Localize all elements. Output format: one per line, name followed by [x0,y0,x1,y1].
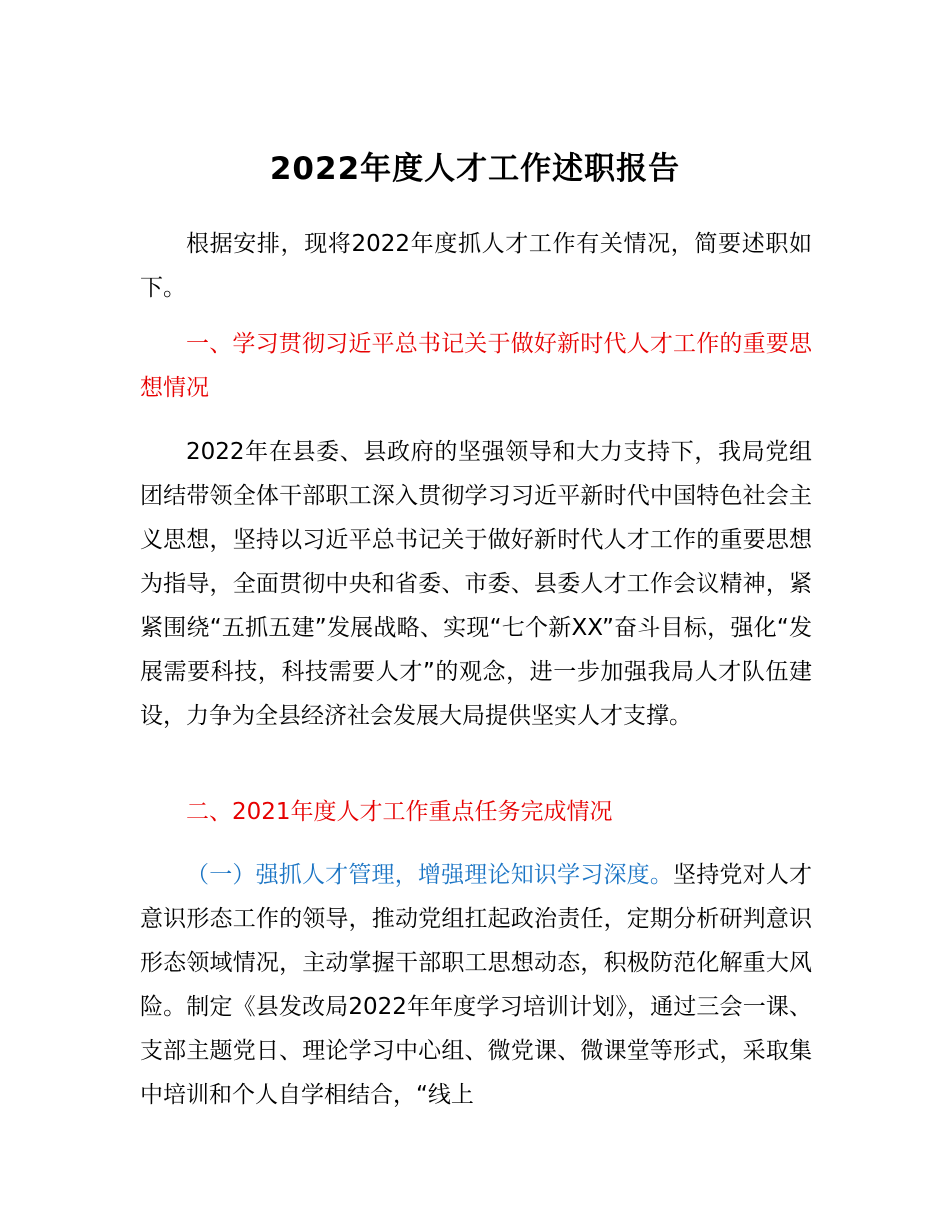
intro-paragraph: 根据安排，现将2022年度抓人才工作有关情况，简要述职如下。 [140,231,812,301]
section1-heading: 一、学习贯彻习近平总书记关于做好新时代人才工作的重要思想情况 [140,331,812,401]
section2-subsection1 [140,853,812,1117]
section2-heading: 二、2021年度人才工作重点任务完成情况 [186,799,613,825]
subsection1-title: （一）强抓人才管理，增强理论知识学习深度。 [186,862,674,888]
subsection1-body: 坚持党对人才意识形态工作的领导，推动党组扛起政治责任，定期分析研判意识形态领域情况，主动掌握干部职工思想动态，积极防范化解重大风险。制定《县发改局2022年年度学习培训计划》，通过三会一课、支部主题党日、理论学习中心组、微党课、微课堂等形式，采取集中培训和个人自学相结合，“线上 [140,862,813,1108]
document-title: 2022年度人才工作述职报告 [269,151,681,187]
section1-body: 2022年在县委、县政府的坚强领导和大力支持下，我局党组团结带领全体干部职工深入贯彻学习习近平新时代中国特色社会主义思想，坚持以习近平总书记关于做好新时代人才工作的重要思想为指导，全面贯彻中央和省委、市委、县委人才工作会议精神，紧紧围绕“五抓五建”发展战略、实现“七个新XX”奋斗目标，强化“发展需要科技，科技需要人才”的观念，进一步加强我局人才队伍建设，力争为全县经济社会发展大局提供坚实人才支撑。 [140,439,812,729]
